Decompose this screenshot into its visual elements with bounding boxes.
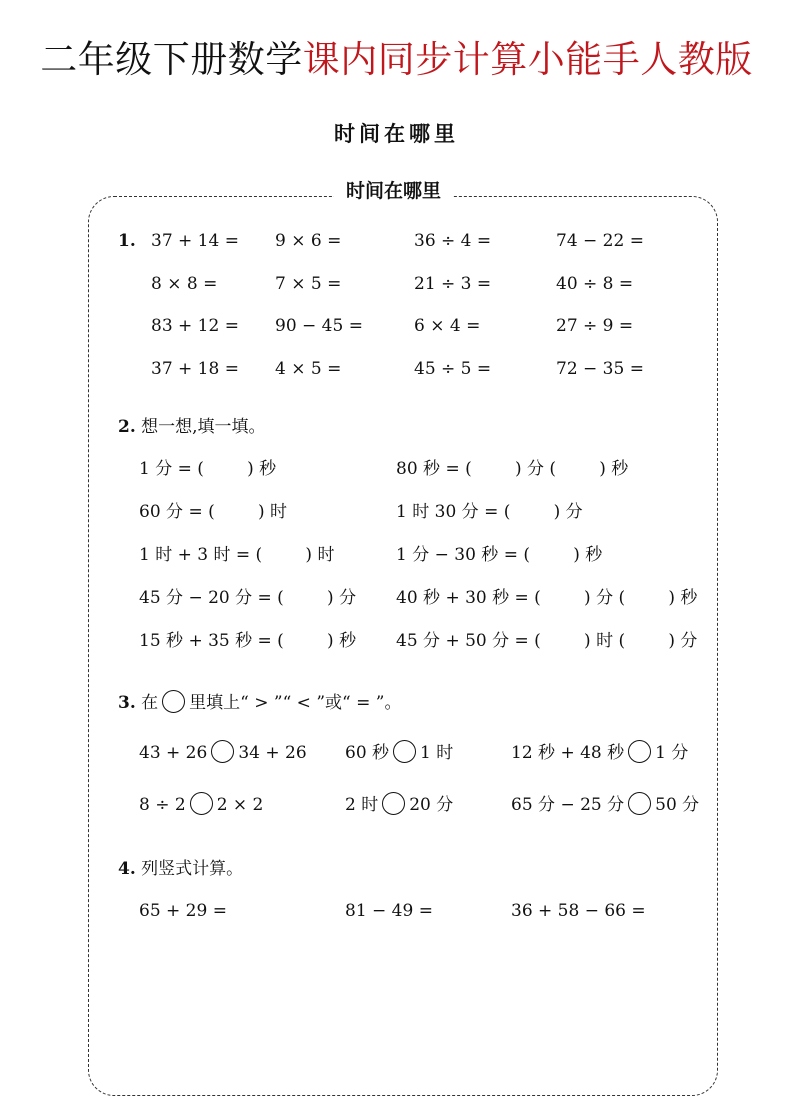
q1-item: 6 × 4 =	[414, 316, 481, 336]
q1-item: 45 ÷ 5 =	[414, 359, 492, 379]
q3-left: 12 秒 + 48 秒	[511, 743, 625, 763]
q3-item	[345, 794, 453, 817]
lesson-title: 时间在哪里	[334, 121, 459, 146]
q2-heading	[118, 416, 266, 438]
q3-number: 3.	[118, 693, 136, 713]
q1-item: 74 − 22 =	[556, 231, 644, 251]
q1-number: 1.	[118, 231, 136, 251]
q2-item: 80 秒 = ( ) 分 ( ) 秒	[396, 459, 629, 479]
q3-left: 65 分 − 25 分	[511, 795, 625, 815]
q3-item	[511, 794, 699, 817]
q1-item: 90 − 45 =	[275, 316, 363, 336]
q3-heading	[118, 692, 401, 715]
q2-item: 60 分 = ( ) 时	[139, 502, 287, 522]
q3-item	[345, 742, 453, 765]
q3-right: 50 分	[655, 795, 700, 815]
q1-item: 7 × 5 =	[275, 274, 342, 294]
q2-instruction: 想一想,填一填。	[141, 417, 266, 437]
q3-left: 2 时	[345, 795, 379, 815]
q2-item: 15 秒 + 35 秒 = ( ) 秒	[139, 631, 357, 651]
compare-circle[interactable]	[382, 792, 405, 815]
q1-item: 37 + 14 =	[151, 231, 239, 251]
q4-item: 36 + 58 − 66 =	[511, 901, 646, 921]
q3-right: 2 × 2	[216, 795, 264, 815]
q1-item: 9 × 6 =	[275, 231, 342, 251]
q2-item: 1 分 − 30 秒 = ( ) 秒	[396, 545, 603, 565]
q1-item: 40 ÷ 8 =	[556, 274, 634, 294]
q1-item: 4 × 5 =	[275, 359, 342, 379]
blank-circle-icon	[162, 690, 185, 713]
q1-item: 37 + 18 =	[151, 359, 239, 379]
compare-circle[interactable]	[393, 740, 416, 763]
q3-left: 8 ÷ 2	[139, 795, 186, 815]
q4-item: 81 − 49 =	[345, 901, 433, 921]
q4-item: 65 + 29 =	[139, 901, 227, 921]
q2-item: 1 时 30 分 = ( ) 分	[396, 502, 583, 522]
q3-right: 1 分	[655, 743, 689, 763]
q3-item	[139, 794, 263, 817]
compare-circle[interactable]	[628, 792, 651, 815]
q1-item: 8 × 8 =	[151, 274, 218, 294]
q4-heading	[118, 858, 243, 880]
q2-item: 45 分 − 20 分 = ( ) 分	[139, 588, 357, 608]
q2-item: 1 分 = ( ) 秒	[139, 459, 277, 479]
q3-right: 1 时	[420, 743, 454, 763]
q1-item: 27 ÷ 9 =	[556, 316, 634, 336]
q3-left: 43 + 26	[139, 743, 208, 763]
q3-instruction-post: 里填上“ > ”“ < ”或“ = ”。	[189, 693, 402, 713]
q2-item: 45 分 + 50 分 = ( ) 时 ( ) 分	[396, 631, 698, 651]
q1-item: 72 − 35 =	[556, 359, 644, 379]
compare-circle[interactable]	[628, 740, 651, 763]
q3-right: 20 分	[409, 795, 454, 815]
frame-title: 时间在哪里	[334, 178, 453, 204]
q3-right: 34 + 26	[238, 743, 307, 763]
title-series: 课内同步计算小能手人教版	[302, 38, 753, 81]
q2-item: 1 时 + 3 时 = ( ) 时	[139, 545, 335, 565]
q4-instruction: 列竖式计算。	[141, 859, 244, 879]
q2-number: 2.	[118, 417, 136, 437]
q1-item: 21 ÷ 3 =	[414, 274, 492, 294]
q3-item	[511, 742, 688, 765]
compare-circle[interactable]	[190, 792, 213, 815]
q3-instruction-pre: 在	[141, 693, 159, 713]
q2-item: 40 秒 + 30 秒 = ( ) 分 ( ) 秒	[396, 588, 698, 608]
q4-number: 4.	[118, 859, 136, 879]
q3-left: 60 秒	[345, 743, 390, 763]
title-grade: 二年级下册数学	[40, 38, 303, 81]
q3-item	[139, 742, 307, 765]
compare-circle[interactable]	[211, 740, 234, 763]
worksheet-main-title	[0, 38, 793, 82]
q1-item: 36 ÷ 4 =	[414, 231, 492, 251]
q1-item: 83 + 12 =	[151, 316, 239, 336]
